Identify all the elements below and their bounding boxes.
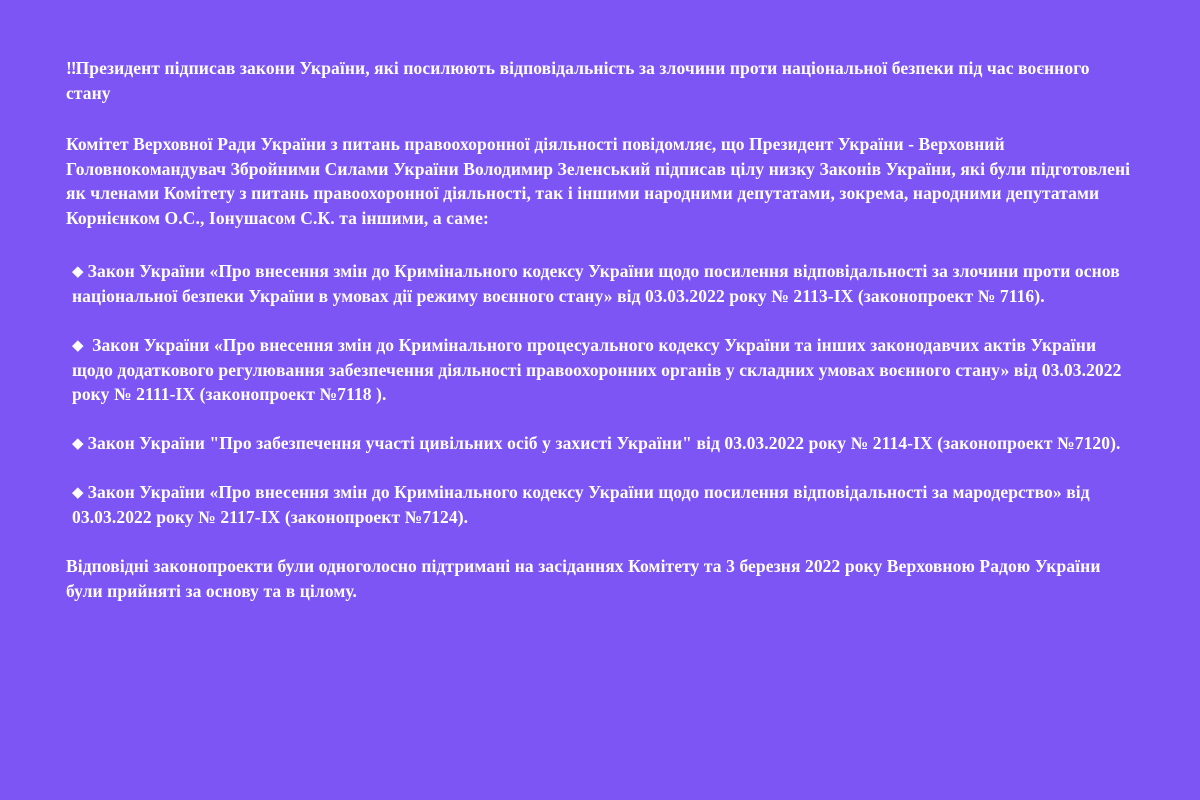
- diamond-bullet-icon: ◆: [72, 264, 84, 281]
- list-item-text: Закон України «Про внесення змін до Кримінального кодексу України щодо посилення відповідальності за мародерство» від 03.03.2022 року № 2117-IX (законопроект №7124).: [72, 482, 1090, 527]
- list-item: [66, 259, 1134, 309]
- list-item-text: Закон України «Про внесення змін до Кримінального кодексу України щодо посилення відповідальності за злочини проти основ національної безпеки України в умовах дії режиму воєнного стану» від 03.03.2022 року № 2113-IX (законопроект № 7116).: [72, 261, 1120, 306]
- page-title-text: Президент підписав закони України, які посилюють відповідальність за злочини проти національної безпеки під час воєнного стану: [66, 58, 1090, 103]
- diamond-bullet-icon: ◆: [72, 485, 84, 502]
- list-item: [66, 431, 1134, 456]
- diamond-bullet-icon: ◆: [72, 436, 84, 453]
- page-title: [66, 56, 1134, 106]
- intro-paragraph: Комітет Верховної Ради України з питань правоохоронної діяльності повідомляє, що Президент України - Верховний Головнокомандувач Збройними Силами України Володимир Зеленський підписав цілу низку Законів України, які були підготовлені як членами Комітету з питань правоохоронної діяльності, так і іншими народними депутатами, зокрема, народними депутатами Корнієнком О.С., Іонушасом С.К. та іншими, а саме:: [66, 133, 1131, 229]
- list-item-text: Закон України "Про забезпечення участі цивільних осіб у захисті України" від 03.03.2022 року № 2114-IX (законопроект №7120).: [87, 433, 1121, 454]
- list-item-text: Закон України «Про внесення змін до Кримінального процесуального кодексу України та інших законодавчих актів України щодо додаткового регулювання забезпечення діяльності правоохоронних органів у складних умовах воєнного стану» від 03.03.2022 року № 2111-IX (законопроект №7118 ).: [72, 334, 1122, 405]
- diamond-bullet-icon: ◆: [72, 337, 84, 354]
- double-exclamation-mark-icon: ‼: [66, 58, 76, 78]
- closing-paragraph: Відповідні законопроекти були одноголосно підтримані на засіданнях Комітету та 3 березня 2022 року Верховною Радою України були прийняті за основу та в цілому.: [66, 555, 1101, 601]
- list-item: [66, 480, 1134, 530]
- list-item: [66, 333, 1134, 408]
